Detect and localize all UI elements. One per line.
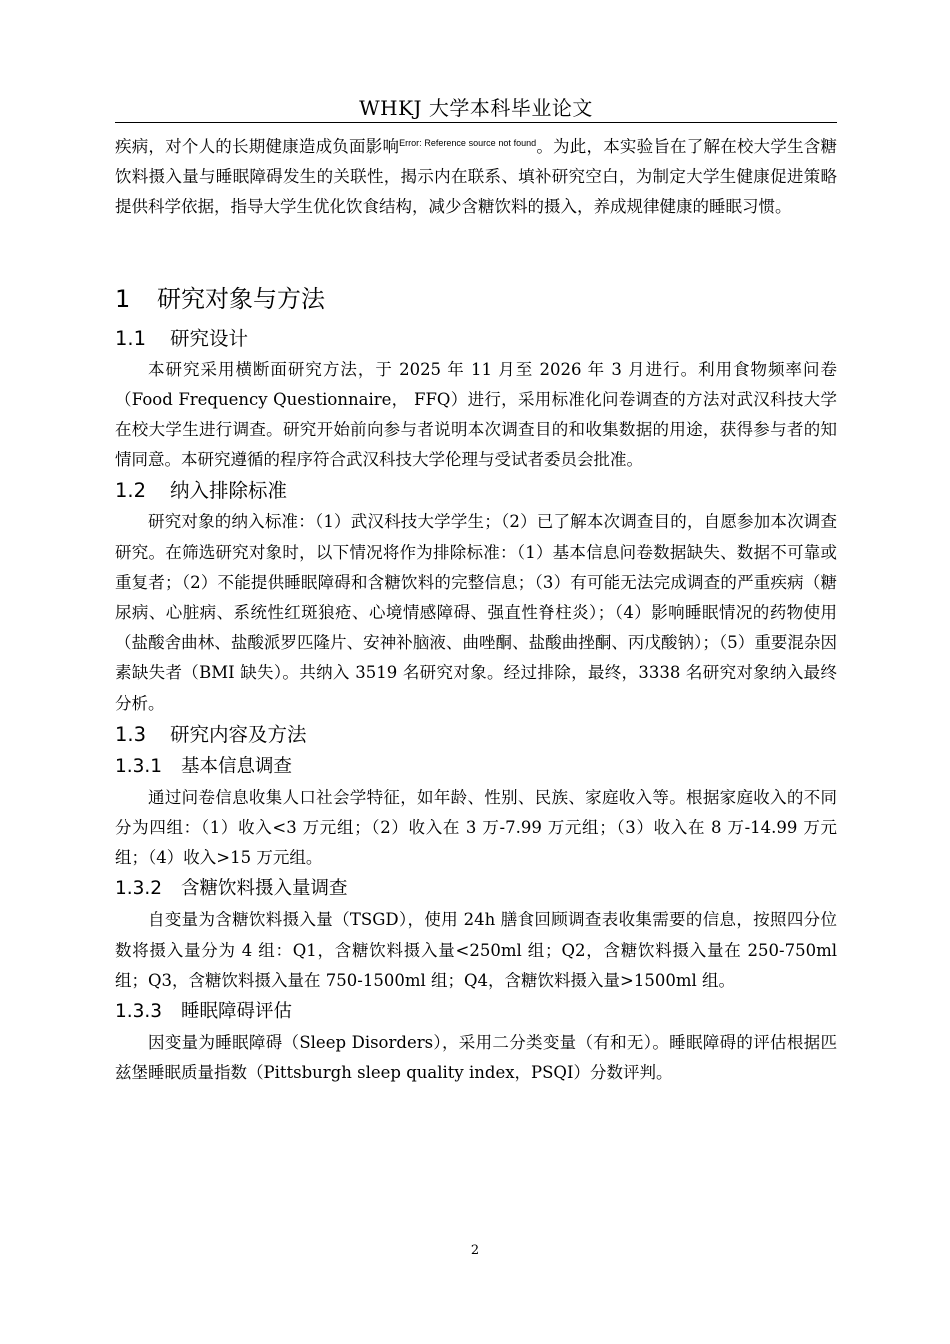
subsection-number: 1.3.3 — [115, 1001, 163, 1023]
subsection-number: 1.3 — [115, 722, 147, 746]
subsection-title: 纳入排除标准 — [170, 479, 288, 503]
header-divider — [115, 122, 837, 123]
subsection-heading-1-3 — [115, 719, 837, 751]
subsection-heading-1-1 — [115, 323, 837, 355]
section-title: 研究对象与方法 — [157, 284, 325, 313]
subsection-title: 基本信息调查 — [181, 755, 293, 777]
paragraph-sugar-intake: 自变量为含糖饮料摄入量（TSGD），使用 24h 膳食回顾调查表收集需要的信息，按照四分位数将摄入量分为 4 组：Q1，含糖饮料摄入量<250ml 组；Q2，含糖饮料摄入量在 250-750ml 组；Q3，含糖饮料摄入量在 750-1500ml 组；Q4，含糖饮料摄入量>1500ml 组。 — [115, 910, 837, 990]
subsection-title: 研究设计 — [170, 326, 249, 350]
section-heading-1 — [115, 281, 837, 317]
paragraph-sleep-assessment: 因变量为睡眠障碍（Sleep Disorders），采用二分类变量（有和无）。睡眠障碍的评估根据匹兹堡睡眠质量指数（Pittsburgh sleep quality index，PSQI）分数评判。 — [115, 1033, 837, 1083]
running-header: WHKJ 大学本科毕业论文 — [359, 96, 593, 120]
subsection-number: 1.2 — [115, 479, 147, 503]
subsection-number: 1.3.2 — [115, 878, 163, 900]
intro-text-after-ref: 。为此，本实验旨在了解在校大学生含糖饮料摄入量与睡眠障碍发生的关联性，揭示内在联系、填补研究空白，为制定大学生健康促进策略提供科学依据，指导大学生优化饮食结构，减少含糖饮料的摄入，养成规律健康的睡眠习惯。 — [115, 137, 837, 217]
page-body — [115, 128, 837, 1088]
page-number: 2 — [470, 1243, 480, 1258]
subsection-heading-1-3-1 — [115, 751, 837, 783]
subsection-heading-1-3-3 — [115, 996, 837, 1028]
subsection-number: 1.1 — [115, 326, 147, 350]
subsection-heading-1-3-2 — [115, 873, 837, 905]
paragraph-basic-info: 通过问卷信息收集人口社会学特征，如年龄、性别、民族、家庭收入等。根据家庭收入的不同分为四组：（1）收入<3 万元组；（2）收入在 3 万-7.99 万元组；（3）收入在 8 万-14.99 万元组；（4）收入>15 万元组。 — [115, 787, 837, 868]
intro-paragraph — [115, 128, 837, 223]
subsection-title: 含糖饮料摄入量调查 — [181, 878, 348, 900]
subsection-number: 1.3.1 — [115, 755, 163, 777]
section-number: 1 — [115, 284, 131, 313]
paragraph-study-design: 本研究采用横断面研究方法，于 2025 年 11 月至 2026 年 3 月进行。利用食物频率问卷（Food Frequency Questionnaire， FFQ）进行，采用标准化问卷调查的方法对武汉科技大学在校大学生进行调查。研究开始前向参与者说明本次调查目的和收集数据的用途，获得参与者的知情同意。本研究遵循的程序符合武汉科技大学伦理与受试者委员会批准。 — [115, 359, 837, 470]
reference-error: Error: Reference source not found — [399, 138, 537, 148]
subsection-title: 研究内容及方法 — [170, 722, 307, 746]
subsection-heading-1-2 — [115, 475, 837, 507]
subsection-title: 睡眠障碍评估 — [181, 1001, 293, 1023]
paragraph-criteria: 研究对象的纳入标准：（1）武汉科技大学学生；（2）已了解本次调查目的，自愿参加本次调查研究。在筛选研究对象时，以下情况将作为排除标准：（1）基本信息问卷数据缺失、数据不可靠或重复者；（2）不能提供睡眠障碍和含糖饮料的完整信息；（3）有可能无法完成调查的严重疾病（糖尿病、心脏病、系统性红斑狼疮、心境情感障碍、强直性脊柱炎）；（4）影响睡眠情况的药物使用（盐酸舍曲林、盐酸派罗匹隆片、安神补脑液、曲唑酮、盐酸曲挫酮、丙戊酸钠）；（5）重要混杂因素缺失者（BMI 缺失）。共纳入 3519 名研究对象。经过排除，最终，3338 名研究对象纳入最终分析。 — [115, 512, 837, 713]
intro-text-before-ref: 疾病，对个人的长期健康造成负面影响 — [115, 137, 400, 156]
